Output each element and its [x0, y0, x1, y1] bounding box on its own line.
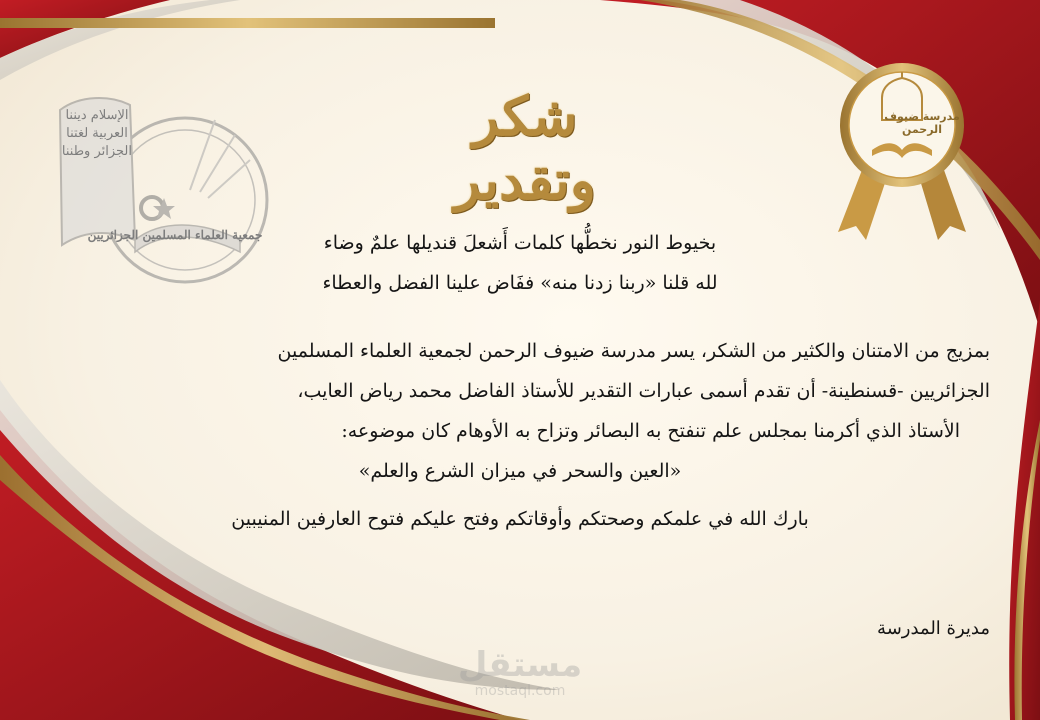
seal-line-3: الجزائر وطننا — [61, 144, 132, 159]
school-logo-text: مدرسة ضيوف الرحمن — [884, 110, 960, 136]
lecture-topic: «العين والسحر في ميزان الشرع والعلم» — [358, 460, 682, 482]
top-gold-bar — [0, 18, 495, 28]
certificate-title-block — [400, 78, 650, 212]
blessing-line: بارك الله في علمكم وصحتكم وأوقاتكم وفتح عليكم فتوح العارفين المنيبين — [231, 508, 809, 530]
seal-ring-text: جمعية العلماء المسلمين الجزائريين — [87, 228, 263, 242]
body-line-2: الجزائريين -قسنطينة- أن تقدم أسمى عبارات التقدير للأستاذ الفاضل محمد رياض العايب، — [297, 380, 990, 402]
certificate-title: شكر وتقدير — [454, 84, 596, 212]
poem-line-1: بخيوط النور نخطُّها كلمات أَشعلَ قنديلها علمٌ وضاء — [323, 232, 717, 254]
body-line-1: بمزيج من الامتنان والكثير من الشكر، يسر مدرسة ضيوف الرحمن لجمعية العلماء المسلمين — [277, 340, 990, 362]
seal-line-1: الإسلام ديننا — [65, 108, 129, 123]
right-red-edge — [1009, 300, 1040, 720]
mostaql-watermark — [440, 645, 600, 705]
poem-line-2: لله قلنا «ربنا زدنا منه» ففَاض علينا الفضل والعطاء — [322, 272, 718, 294]
body-line-3: الأستاذ الذي أكرمنا بمجلس علم تنفتح به البصائر وتزاح به الأوهام كان موضوعه: — [341, 420, 960, 442]
star-icon — [153, 198, 175, 219]
watermark-url: mostaql.com — [474, 683, 566, 699]
watermark-brand: مستقل — [457, 645, 583, 685]
signature-label: مديرة المدرسة — [877, 618, 990, 639]
seal-line-2: العربية لغتنا — [66, 126, 128, 141]
